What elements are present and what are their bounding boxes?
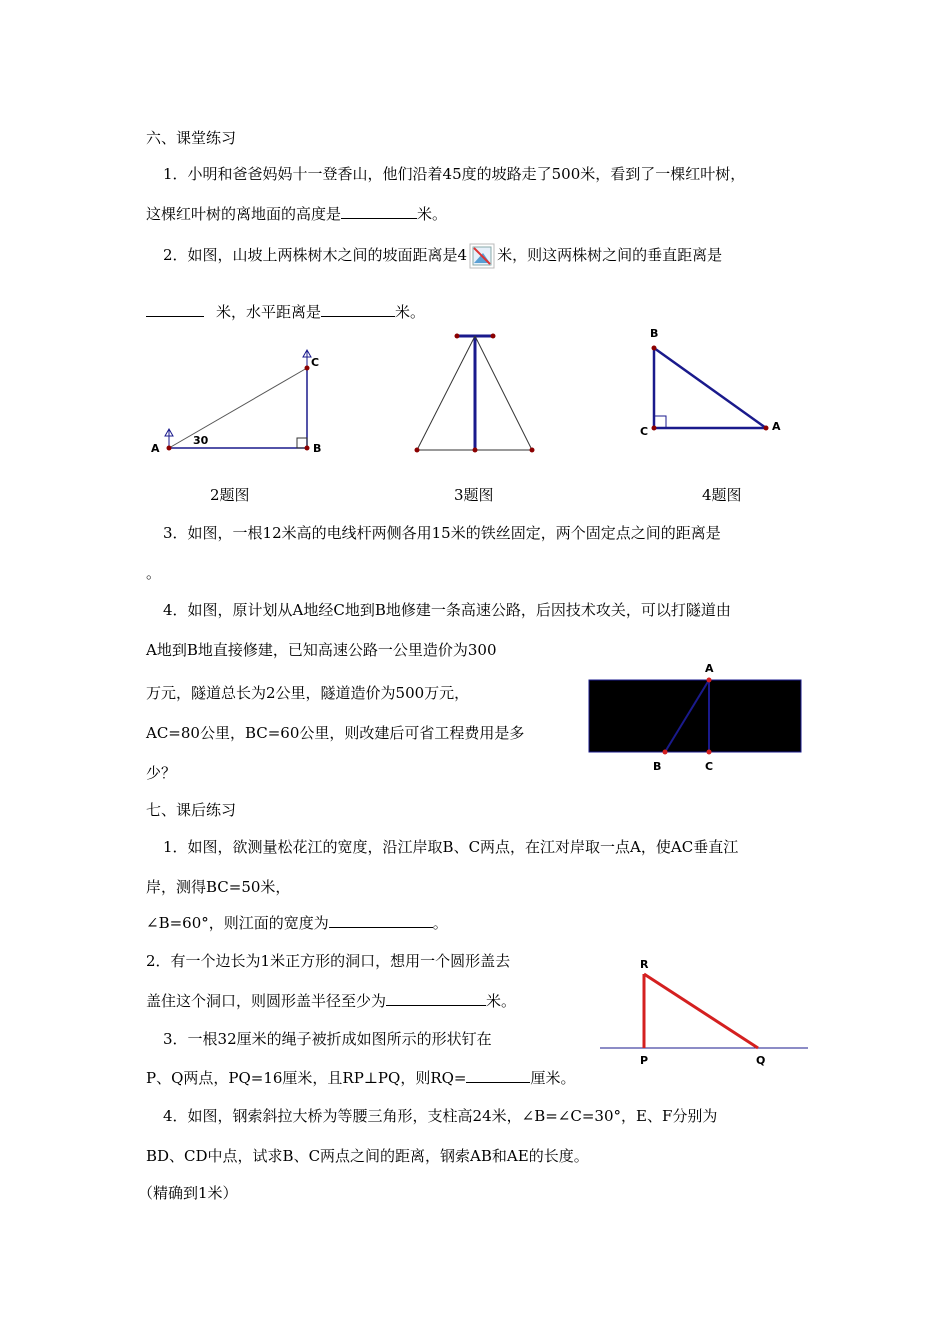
q7-2-line1: 2．有一个边长为1米正方形的洞口，想用一个圆形盖去 xyxy=(146,952,511,970)
q7-3-line2 xyxy=(146,1068,576,1088)
q6-1-line1: 1．小明和爸爸妈妈十一登香山，他们沿着45度的坡路走了500米，看到了一棵红叶树， xyxy=(163,165,746,183)
q6-4-line3: 万元，隧道总长为2公里，隧道造价为500万元， xyxy=(146,684,470,702)
q6-2-text-c: 米，水平距离是 xyxy=(216,303,322,321)
broken-image-icon xyxy=(469,243,495,269)
fig4-side-ab xyxy=(654,348,766,428)
q6-1-text-a: 这棵红叶树的离地面的高度是 xyxy=(146,205,342,223)
fig4-point-c xyxy=(652,426,657,431)
fig3-wire-right xyxy=(475,336,532,450)
q7-4-line2: BD、CD中点，试求B、C两点之间的距离，钢索AB和AE的长度。 xyxy=(146,1147,589,1165)
q7-3-line1: 3．一根32厘米的绳子被折成如图所示的形状钉在 xyxy=(163,1030,492,1048)
q6-2-line2 xyxy=(146,302,425,322)
q6-4-line4: AC=80公里，BC=60公里，则改建后可省工程费用是多 xyxy=(146,724,525,742)
fig3-point xyxy=(415,448,420,453)
tunnel-mountain xyxy=(589,680,801,752)
fig2-point-a xyxy=(167,446,172,451)
answer-blank xyxy=(321,302,395,317)
fig4-caption: 4题图 xyxy=(702,486,742,504)
q6-4-line2: A地到B地直接修建，已知高速公路一公里造价为300 xyxy=(146,641,497,659)
q7-1-text-a: ∠B=60°，则江面的宽度为 xyxy=(146,914,329,932)
q7-1-text-b: 。 xyxy=(432,914,448,932)
figure-rope xyxy=(598,952,810,1072)
q6-1-line2 xyxy=(146,204,447,224)
section-heading-homework: 七、课后练习 xyxy=(146,801,237,819)
figure-2-slope xyxy=(145,340,345,460)
q6-2-line1 xyxy=(163,243,722,269)
q7-4-line1: 4．如图，钢索斜拉大桥为等腰三角形，支柱高24米，∠B=∠C=30°，E、F分别为 xyxy=(163,1107,718,1125)
fig3-point xyxy=(491,334,496,339)
section-heading-practice: 六、课堂练习 xyxy=(146,129,237,147)
q7-3-text-b: 厘米。 xyxy=(530,1069,576,1087)
fig3-caption: 3题图 xyxy=(454,486,494,504)
q6-2-text-d: 米。 xyxy=(395,303,426,321)
q7-3-text-a: P、Q两点，PQ=16厘米，且RP⊥PQ，则RQ= xyxy=(146,1069,467,1087)
q6-2-text-b: 米，则这两株树之间的垂直距离是 xyxy=(497,246,723,264)
fig2-point-b xyxy=(305,446,310,451)
fig3-point xyxy=(530,448,535,453)
tunnel-label-a: A xyxy=(705,662,714,675)
answer-blank xyxy=(341,204,417,219)
q7-2-text-a: 盖住这个洞口，则圆形盖半径至少为 xyxy=(146,992,387,1010)
fig4-label-b: B xyxy=(650,327,659,340)
answer-blank xyxy=(466,1068,530,1083)
answer-blank xyxy=(146,302,204,317)
tunnel-point-a xyxy=(707,678,712,683)
tunnel-point-b xyxy=(663,750,668,755)
fig2-label-b: B xyxy=(313,442,322,455)
fig3-point xyxy=(473,448,478,453)
fig2-angle-label: 30 xyxy=(193,434,209,447)
fig2-caption: 2题图 xyxy=(210,486,250,504)
q7-4-line3: （精确到1米） xyxy=(138,1184,238,1202)
figure-4-triangle xyxy=(630,322,790,442)
fig4-point-a xyxy=(764,426,769,431)
q6-1-text-b: 米。 xyxy=(417,205,448,223)
fig2-hypotenuse-ac xyxy=(169,368,307,448)
fig4-label-c: C xyxy=(640,425,649,438)
q7-1-line3 xyxy=(146,913,448,933)
q7-1-line1: 1．如图，欲测量松花江的宽度，沿江岸取B、C两点，在江对岸取一点A，使AC垂直江 xyxy=(163,838,739,856)
fig3-point xyxy=(455,334,460,339)
answer-blank xyxy=(329,913,433,928)
fig4-label-a: A xyxy=(772,420,781,433)
q6-3-line1: 3．如图，一根12米高的电线杆两侧各用15米的铁丝固定，两个固定点之间的距离是 xyxy=(163,524,721,542)
q6-3-line2: 。 xyxy=(146,564,162,582)
q7-2-text-b: 米。 xyxy=(486,992,517,1010)
tunnel-label-c: C xyxy=(705,760,714,773)
fig4-right-angle-mark xyxy=(654,416,666,428)
fig2-label-c: C xyxy=(311,356,320,369)
rope-label-p: P xyxy=(640,1054,649,1067)
tunnel-point-c xyxy=(707,750,712,755)
figure-3-pole xyxy=(405,328,545,458)
q6-4-line5: 少？ xyxy=(146,764,177,782)
figure-tunnel xyxy=(585,658,807,778)
q7-1-line2: 岸，测得BC=50米， xyxy=(146,878,291,896)
fig4-point-b xyxy=(652,346,657,351)
tunnel-label-b: B xyxy=(653,760,662,773)
q6-4-line1: 4．如图，原计划从A地经C地到B地修建一条高速公路，后因技术攻关，可以打隧道由 xyxy=(163,601,731,619)
q7-2-line2 xyxy=(146,991,516,1011)
answer-blank xyxy=(386,991,486,1006)
rope-label-r: R xyxy=(640,958,649,971)
fig2-label-a: A xyxy=(151,442,160,455)
q6-2-text-a: 2．如图，山坡上两株树木之间的坡面距离是4 xyxy=(163,246,468,264)
fig2-point-c xyxy=(305,366,310,371)
fig3-wire-left xyxy=(417,336,475,450)
rope-segment-rq xyxy=(644,974,758,1048)
rope-label-q: Q xyxy=(756,1054,766,1067)
